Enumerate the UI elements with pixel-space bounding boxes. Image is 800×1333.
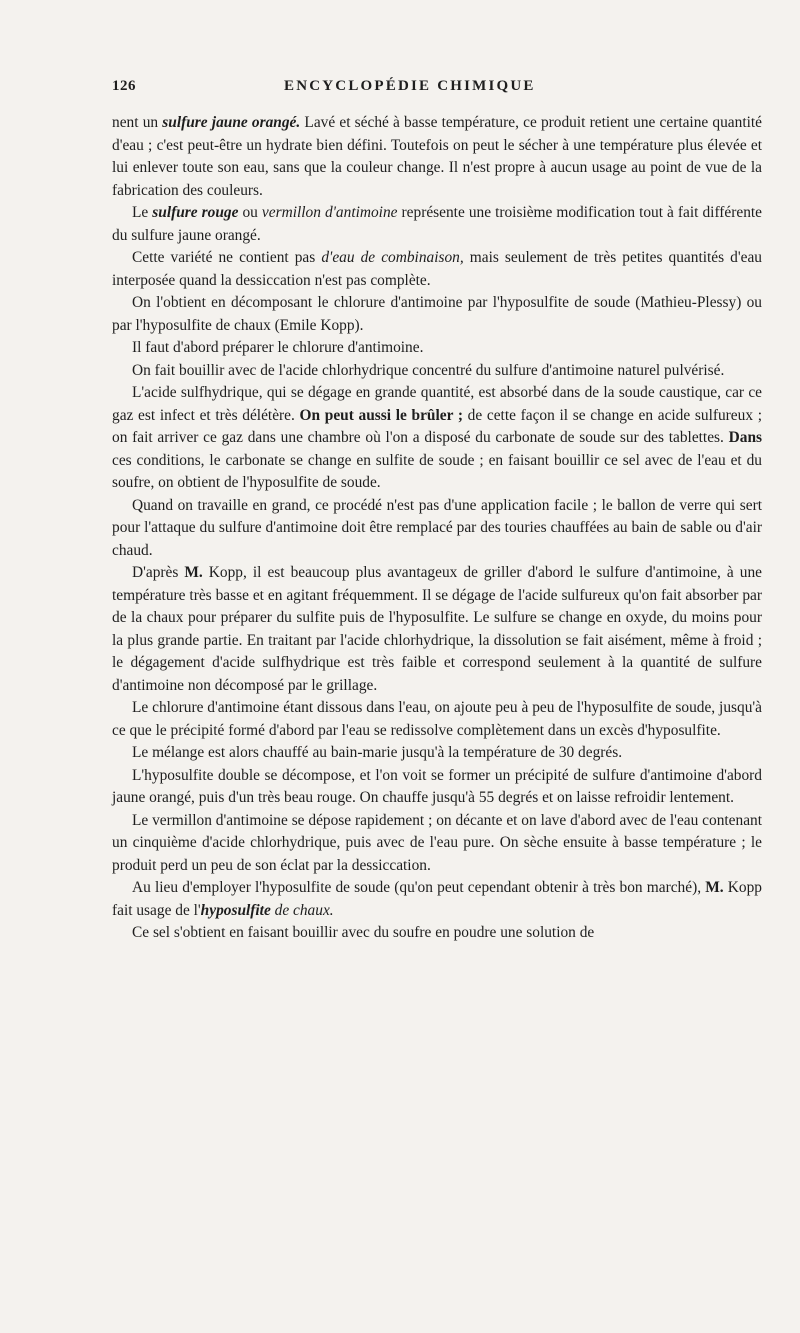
text-run: ces conditions, le carbonate se change en sulfite de soude ; en faisant bouillir ce sel avec de l'eau et du soufre, on obtient de l'hyposulfite de soude. xyxy=(112,451,762,491)
text-run: Quand on travaille en grand, ce procédé n'est pas d'une application facile ; le ballon de verre qui sert pour l'attaque du sulfure d'antimoine doit être remplacé par des touries chauffées au bain de sable ou d'air chaud. xyxy=(112,496,762,559)
emphasis-run: M. xyxy=(705,879,724,896)
paragraph xyxy=(112,495,762,563)
text-run: Il faut d'abord préparer le chlorure d'antimoine. xyxy=(132,339,424,356)
paragraph xyxy=(112,697,762,742)
running-header xyxy=(112,78,762,108)
emphasis-run: de chaux. xyxy=(274,901,334,919)
text-run: nent un xyxy=(112,114,163,131)
paragraph xyxy=(112,562,762,697)
paragraph xyxy=(112,202,762,247)
paragraph xyxy=(112,292,762,337)
text-run: Kopp, il est beaucoup plus avantageux de griller d'abord le sulfure d'antimoine, à une température très basse et en agitant fréquemment. Il se dégage de l'acide sulfureux qu'on fait absorber par de la chaux pour préparer du sulfite puis de l'hyposulfite. Le sulfure se change en oxyde, du moins pour la plus grande partie. En traitant par l'acide chlorhydrique, la dissolution se fait aisément, même à froid ; le dégagement d'acide sulfhydrique est très faible et correspond seulement à la quantité de sulfure d'antimoine non décomposé par le grillage. xyxy=(112,564,762,694)
text-run: L'acide sulfhydrique, qui se dégage en grande quantité, est absorbé dans de la soude caustique, car ce gaz est infect et très délétère. xyxy=(112,384,762,424)
paragraph xyxy=(112,382,762,495)
text-run: Lavé et séché à basse température, ce produit retient une certaine quantité d'eau ; c'est peut-être un hydrate bien défini. Toutefois on peut le sécher à une température plus élevée et lui enlever toute son eau, sans que la couleur change. Il n'est propre à aucun usage au point de vue de la fabrication des couleurs. xyxy=(112,114,762,199)
paragraph xyxy=(112,742,762,765)
text-run: représente une troisième modification tout à fait différente du sulfure jaune orangé. xyxy=(112,204,763,244)
emphasis-run: M. xyxy=(184,564,203,581)
paragraph xyxy=(112,360,762,383)
paragraph xyxy=(112,765,762,810)
emphasis-run: d'eau de combinaison, xyxy=(321,249,464,266)
text-run: Cette variété ne contient pas xyxy=(132,249,322,266)
emphasis-run: hyposulfite xyxy=(200,901,271,919)
emphasis-run: Dans xyxy=(728,429,762,446)
text-run: Au lieu d'employer l'hyposulfite de soude (qu'on peut cependant obtenir à très bon marché), xyxy=(132,879,706,896)
text-run: On fait bouillir avec de l'acide chlorhydrique concentré du sulfure d'antimoine naturel pulvérisé. xyxy=(132,361,725,379)
body-text xyxy=(112,112,762,945)
paragraph xyxy=(112,337,762,360)
emphasis-run: sulfure rouge xyxy=(152,204,239,221)
running-head-title: ENCYCLOPÉDIE CHIMIQUE xyxy=(284,78,536,94)
text-run: Le chlorure d'antimoine étant dissous dans l'eau, on ajoute peu à peu de l'hyposulfite de soude, jusqu'à ce que le précipité formé d'abord par l'eau se redissolve complètement dans un excès d'hyposulfite. xyxy=(112,699,762,739)
text-run: ou xyxy=(238,204,262,221)
emphasis-run: vermillon d'antimoine xyxy=(261,204,398,221)
paragraph xyxy=(112,922,762,945)
text-run: Le vermillon d'antimoine se dépose rapidement ; on décante et on lave d'abord avec de l'eau contenant un cinquième d'acide chlorhydrique, puis avec de l'eau pure. On sèche ensuite à basse température ; le produit perd un peu de son éclat par la dessiccation. xyxy=(112,811,762,874)
emphasis-run: sulfure jaune orangé. xyxy=(162,114,301,131)
text-run: D'après xyxy=(132,564,185,581)
emphasis-run: On peut aussi le brûler ; xyxy=(299,406,463,424)
text-run: Le mélange est alors chauffé au bain-marie jusqu'à la température de 30 degrés. xyxy=(132,744,623,761)
paragraph xyxy=(112,247,762,292)
text-run: On l'obtient en décomposant le chlorure d'antimoine par l'hyposulfite de soude (Mathieu-Plessy) ou par l'hyposulfite de chaux (Emile Kopp). xyxy=(112,294,762,334)
text-run: de cette façon il se change en acide sulfureux ; on fait arriver ce gaz dans une chambre où l'on a disposé du carbonate de soude sur des tablettes. xyxy=(112,406,763,446)
text-run: Le xyxy=(132,204,153,221)
paragraph xyxy=(112,877,762,922)
paragraph xyxy=(112,112,762,202)
text-run: L'hyposulfite double se décompose, et l'on voit se former un précipité de sulfure d'antimoine d'abord jaune orangé, puis d'un très beau rouge. On chauffe jusqu'à 55 degrés et on laisse refroidir lentement. xyxy=(112,766,762,806)
paragraph xyxy=(112,810,762,878)
text-run: Kopp fait usage de l' xyxy=(112,879,762,919)
text-run: mais seulement de très petites quantités d'eau interposée quand la dessiccation n'est pas complète. xyxy=(112,249,763,289)
text-run: Ce sel s'obtient en faisant bouillir avec du soufre en poudre une solution de xyxy=(132,924,595,941)
page-number: 126 xyxy=(112,78,136,94)
